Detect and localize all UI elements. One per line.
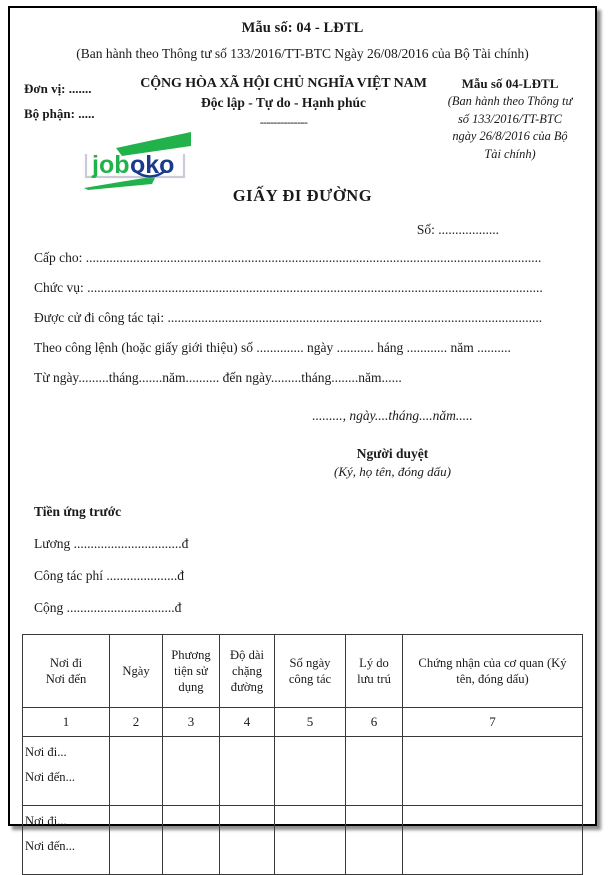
cell-ly-do[interactable]	[346, 737, 403, 806]
unit-label: Đơn vị: .......	[24, 81, 92, 96]
field-cong-lenh-value[interactable]: .............. ngày ........... háng ............ năm ..........	[252, 340, 511, 356]
cell-noi-di-noi-den[interactable]	[23, 806, 110, 875]
header-right-block	[435, 75, 585, 162]
column-number-5: 5	[275, 708, 346, 737]
column-number-1: 1	[23, 708, 110, 737]
cell-noi-di: Nơi đi...	[25, 745, 67, 760]
form-reference-note-line-1: (Ban hành theo Thông tư	[447, 94, 573, 109]
cell-noi-di: Nơi đi...	[25, 814, 67, 829]
header-left-block	[24, 75, 132, 127]
header-center-block	[132, 75, 435, 130]
fill-in-fields	[10, 250, 595, 386]
cell-ngay[interactable]	[110, 806, 163, 875]
col-header-line-2: lưu trú	[357, 672, 391, 687]
form-reference-note-line-2: số 133/2016/TT-BTC	[457, 111, 563, 126]
cell-noi-di-noi-den[interactable]	[23, 737, 110, 806]
cell-do-dai[interactable]	[220, 737, 275, 806]
trip-table	[22, 634, 583, 875]
trip-table-wrapper	[10, 634, 595, 875]
trip-table-head	[23, 635, 583, 708]
field-chuc-vu	[34, 280, 575, 296]
field-cong-lenh	[34, 340, 575, 356]
field-cap-cho-value[interactable]: .......................................................................................................................................	[82, 250, 542, 266]
document-page	[8, 6, 597, 854]
field-cong-tac-tai-label: Được cử đi công tác tại:	[34, 310, 165, 326]
trip-table-body	[23, 708, 583, 875]
national-motto: Độc lập - Tự do - Hạnh phúc	[200, 95, 367, 110]
approval-date-line[interactable]: ........., ngày....tháng....năm.....	[312, 408, 473, 424]
cell-ngay[interactable]	[110, 737, 163, 806]
form-number-heading: Mẫu số: 04 - LĐTL	[241, 20, 364, 36]
cell-phuong-tien[interactable]	[163, 806, 220, 875]
col-header-line-1: Độ dài	[230, 648, 264, 663]
advance-row-cong-tac-phi	[34, 568, 595, 584]
advance-row-cong-label: Cộng	[34, 600, 64, 616]
national-title: CỘNG HÒA XÃ HỘI CHỦ NGHĨA VIỆT NAM	[140, 76, 427, 91]
advance-row-cong	[34, 600, 595, 616]
motto-separator: --------------	[259, 115, 308, 129]
page-title: GIẤY ĐI ĐƯỜNG	[232, 186, 373, 206]
field-cong-tac-tai-value[interactable]: ...............................................................................................................	[164, 310, 543, 326]
field-cap-cho	[34, 250, 575, 266]
field-tu-ngay-value[interactable]: .........tháng.......năm.......... đến ngày.........tháng........năm......	[78, 370, 402, 386]
advance-row-luong	[34, 536, 595, 552]
approver-signature-note: (Ký, họ tên, đóng dấu)	[334, 464, 451, 480]
approver-title: Người duyệt	[356, 446, 429, 462]
col-header-line-1: Nơi đi	[49, 656, 83, 671]
col-header-line-2: tiện sử	[174, 664, 208, 679]
col-header-noi-di-noi-den	[23, 635, 110, 708]
cell-phuong-tien[interactable]	[163, 737, 220, 806]
form-reference-title: Mẫu số 04-LĐTL	[461, 76, 559, 91]
col-header-line-1: Phương	[171, 648, 211, 663]
joboko-logo	[72, 126, 198, 190]
advance-row-luong-label: Lương	[34, 536, 71, 552]
col-header-line-2: tên, đóng dấu)	[456, 672, 529, 687]
form-reference-note-line-4: Tài chính)	[484, 146, 536, 161]
col-header-do-dai-chang-duong	[220, 635, 275, 708]
logo-text-oko: oko	[130, 151, 175, 179]
form-reference-note-line-3: ngày 26/8/2016 của Bộ	[452, 129, 568, 144]
col-header-ngay	[110, 635, 163, 708]
advance-row-cong-tac-phi-label: Công tác phí	[34, 568, 103, 584]
advance-payment-section	[10, 504, 595, 616]
col-header-line-3: đường	[230, 680, 264, 695]
logo-text-job: job	[92, 151, 130, 179]
field-tu-ngay	[34, 370, 575, 386]
col-header-chung-nhan-co-quan	[403, 635, 583, 708]
cell-so-ngay[interactable]	[275, 806, 346, 875]
cell-noi-den: Nơi đến...	[25, 839, 76, 854]
cell-chung-nhan[interactable]	[403, 737, 583, 806]
advance-row-luong-value[interactable]: ................................đ	[70, 536, 189, 552]
field-tu-ngay-label: Từ ngày	[34, 370, 79, 386]
field-cap-cho-label: Cấp cho:	[34, 250, 83, 266]
joboko-logo-svg	[72, 126, 198, 190]
col-header-line-3: dụng	[178, 680, 204, 695]
field-cong-lenh-label: Theo công lệnh (hoặc giấy giới thiệu) số	[34, 340, 253, 356]
col-header-phuong-tien	[163, 635, 220, 708]
cell-do-dai[interactable]	[220, 806, 275, 875]
column-number-row	[23, 708, 583, 737]
column-number-2: 2	[110, 708, 163, 737]
advance-section-title: Tiền ứng trước	[34, 504, 122, 520]
department-label: Bộ phận: .....	[24, 106, 95, 122]
column-number-6: 6	[346, 708, 403, 737]
col-header-line-2: chặng	[231, 664, 263, 679]
table-row	[23, 806, 583, 875]
col-header-line-1: Số ngày	[289, 656, 331, 671]
col-header-line-1: Lý do	[359, 656, 389, 671]
advance-row-cong-tac-phi-value[interactable]: .....................đ	[103, 568, 184, 584]
col-header-line-1: Chứng nhận của cơ quan (Ký	[418, 656, 567, 671]
column-number-3: 3	[163, 708, 220, 737]
cell-so-ngay[interactable]	[275, 737, 346, 806]
col-header-so-ngay-cong-tac	[275, 635, 346, 708]
column-number-7: 7	[403, 708, 583, 737]
table-header-row	[23, 635, 583, 708]
field-chuc-vu-label: Chức vụ:	[34, 280, 84, 296]
serial-number-field: Số: ..................	[416, 222, 499, 238]
cell-ly-do[interactable]	[346, 806, 403, 875]
decree-reference: (Ban hành theo Thông tư số 133/2016/TT-BTC Ngày 26/08/2016 của Bộ Tài chính)	[76, 46, 529, 61]
col-header-line-2: công tác	[288, 672, 332, 687]
col-header-ly-do-luu-tru	[346, 635, 403, 708]
cell-chung-nhan[interactable]	[403, 806, 583, 875]
field-chuc-vu-value[interactable]: .......................................................................................................................................	[83, 280, 543, 296]
table-row	[23, 737, 583, 806]
field-cong-tac-tai	[34, 310, 575, 326]
col-header-line-1: Ngày	[122, 664, 150, 679]
advance-row-cong-value[interactable]: ................................đ	[63, 600, 182, 616]
column-number-4: 4	[220, 708, 275, 737]
cell-noi-den: Nơi đến...	[25, 770, 76, 785]
col-header-line-2: Nơi đến	[45, 672, 87, 687]
